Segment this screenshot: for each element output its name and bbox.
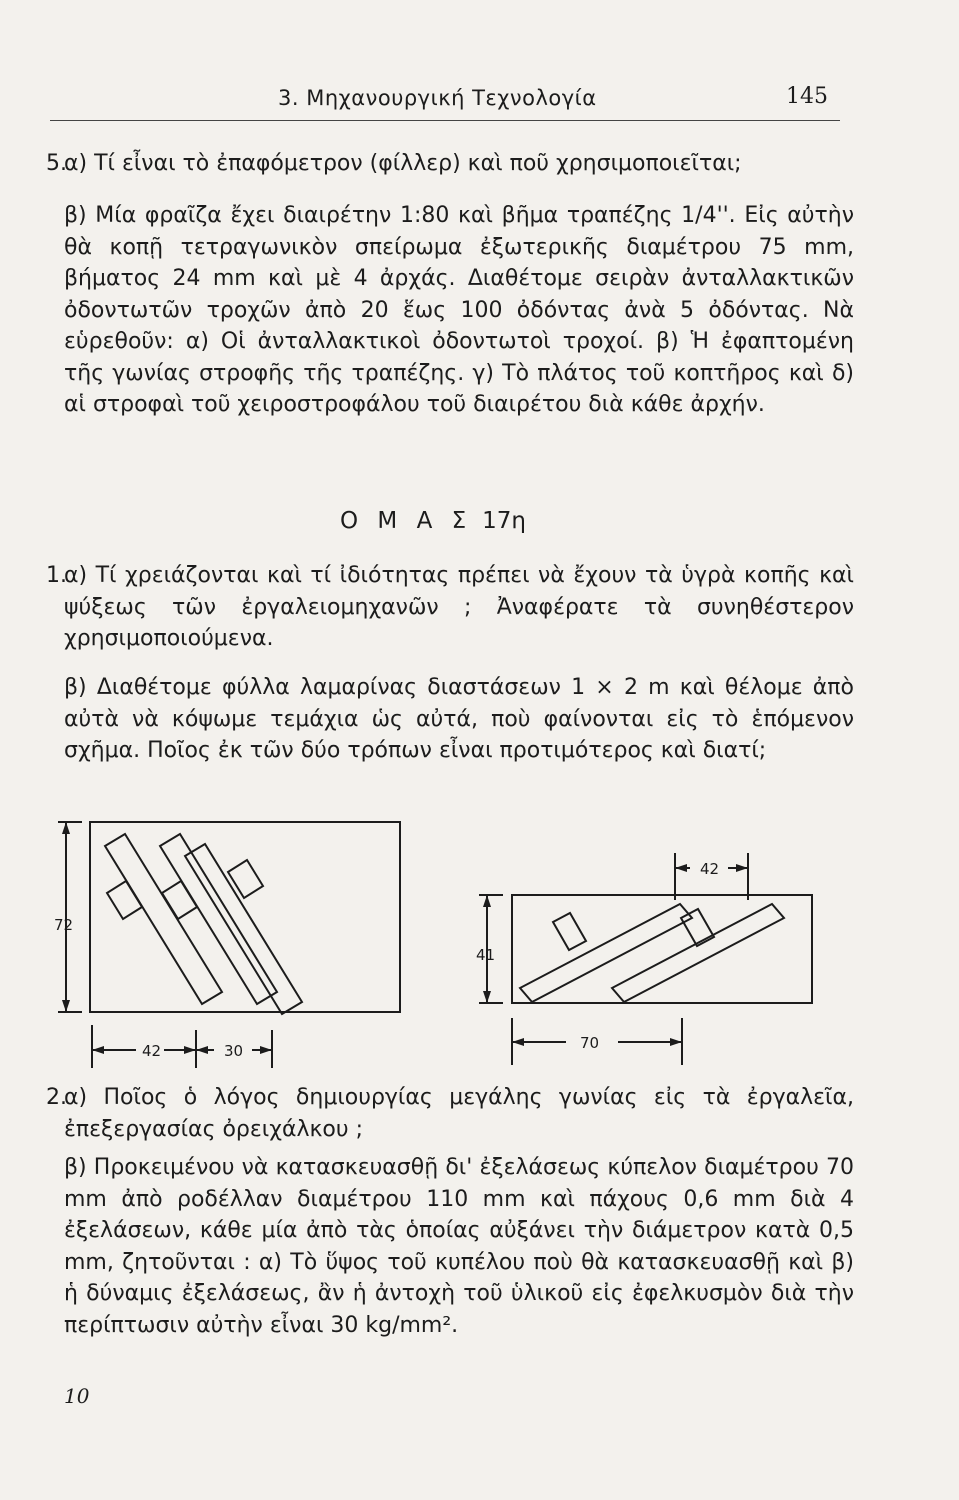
q2-number: 2. (46, 1085, 67, 1110)
group-number: 17η (482, 508, 526, 534)
q1-number: 1. (46, 563, 67, 588)
right-piece-1 (520, 904, 692, 1002)
q2-part-a-text: α) Ποῖος ὁ λόγος δημιουργίας μεγάλης γωνίας εἰς τὰ ἐργαλεῖα, ἐπεξεργασίας ὀρειχάλκου ; (64, 1085, 854, 1142)
page-number: 145 (786, 84, 828, 109)
left-width-a-label: 42 (142, 1042, 162, 1060)
q5-part-b: β) Μία φραῖζα ἔχει διαιρέτην 1:80 καὶ βῆμα τραπέζης 1/4''. Εἰς αὐτὴν θὰ κοπῇ τετραγωνικὸν σπείρωμα ἐξωτερικῆς διαμέτρου 75 mm, βήματος 24 mm καὶ μὲ 4 ἀρχάς. Διαθέτομε σειρὰν ἀνταλλακτικῶν ὀδοντωτῶν τροχῶν ἀπὸ 20 ἕως 100 ὀδόντας ἀνὰ 5 ὀδόντας. Νὰ εὑρεθοῦν: α) Οἱ ἀνταλλακτικοὶ ὀδοντωτοὶ τροχοί. β) Ἡ ἐφαπτομένη τῆς γωνίας στροφῆς τῆς τραπέζης. γ) Τὸ πλάτος τοῦ κοπτῆρος καὶ δ) αἱ στροφαὶ τοῦ χειροστροφάλου τοῦ διαιρέτου διὰ κάθε ἀρχήν. (64, 203, 854, 417)
q5-number: 5. (46, 151, 67, 176)
q2-part-b: β) Προκειμένου νὰ κατασκευασθῇ δι' ἐξελάσεως κύπελον διαμέτρου 70 mm ἀπὸ ροδέλλαν διαμέτρου 110 mm καὶ πάχους 0,6 mm διὰ 4 ἐξελάσεων, κάθε μία ἀπὸ τὰς ὁποίας αὐξάνει τὴν διάμετρον κατὰ 0,5 mm, ζητοῦνται : α) Τὸ ὕψος τοῦ κυπέλου ποὺ θὰ κατασκευασθῇ καὶ β) ἡ δύναμις ἐξελάσεως, ἂν ἡ ἀντοχὴ τοῦ ὑλικοῦ εἰς ἐφελκυσμὸν διὰ τὴν περίπτωσιν αὐτὴν εἶναι 30 kg/mm². (64, 1155, 854, 1338)
right-height-label: 41 (476, 946, 496, 964)
right-width-bottom-label: 70 (580, 1034, 600, 1052)
group-label: Ο Μ Α Σ (340, 508, 473, 534)
left-width-b-label: 30 (224, 1042, 244, 1060)
q5-part-a-text: α) Τί εἶναι τὸ ἐπαφόμετρον (φίλλερ) καὶ ποῦ χρησιμοποιεῖται; (64, 151, 742, 176)
right-sheet-outline (512, 895, 812, 1003)
printer-signature: 10 (64, 1384, 90, 1408)
q1-part-a-text: α) Τί χρειάζονται καὶ τί ἰδιότητας πρέπει νὰ ἔχουν τὰ ὑγρὰ κοπῆς καὶ ψύξεως τῶν ἐργαλειομηχανῶν ; Ἀναφέρατε τὰ συνηθέστερον χρησιμοποιούμενα. (64, 563, 854, 651)
running-header-title: 3. Μηχανουργική Τεχνολογία (278, 86, 597, 110)
left-height-label: 72 (54, 916, 74, 934)
q2-part-a (46, 1082, 854, 1145)
right-width-top-label: 42 (700, 860, 720, 878)
q1-part-b: β) Διαθέτομε φύλλα λαμαρίνας διαστάσεων 1 × 2 m καὶ θέλομε ἀπὸ αὐτὰ νὰ κόψωμε τεμάχια ὡς αὐτά, ποὺ φαίνονται εἰς τὸ ἑπόμενον σχῆμα. Ποῖος ἐκ τῶν δύο τρόπων εἶναι προτιμότερος καὶ διατί; (64, 675, 854, 763)
right-piece-2 (612, 904, 784, 1002)
